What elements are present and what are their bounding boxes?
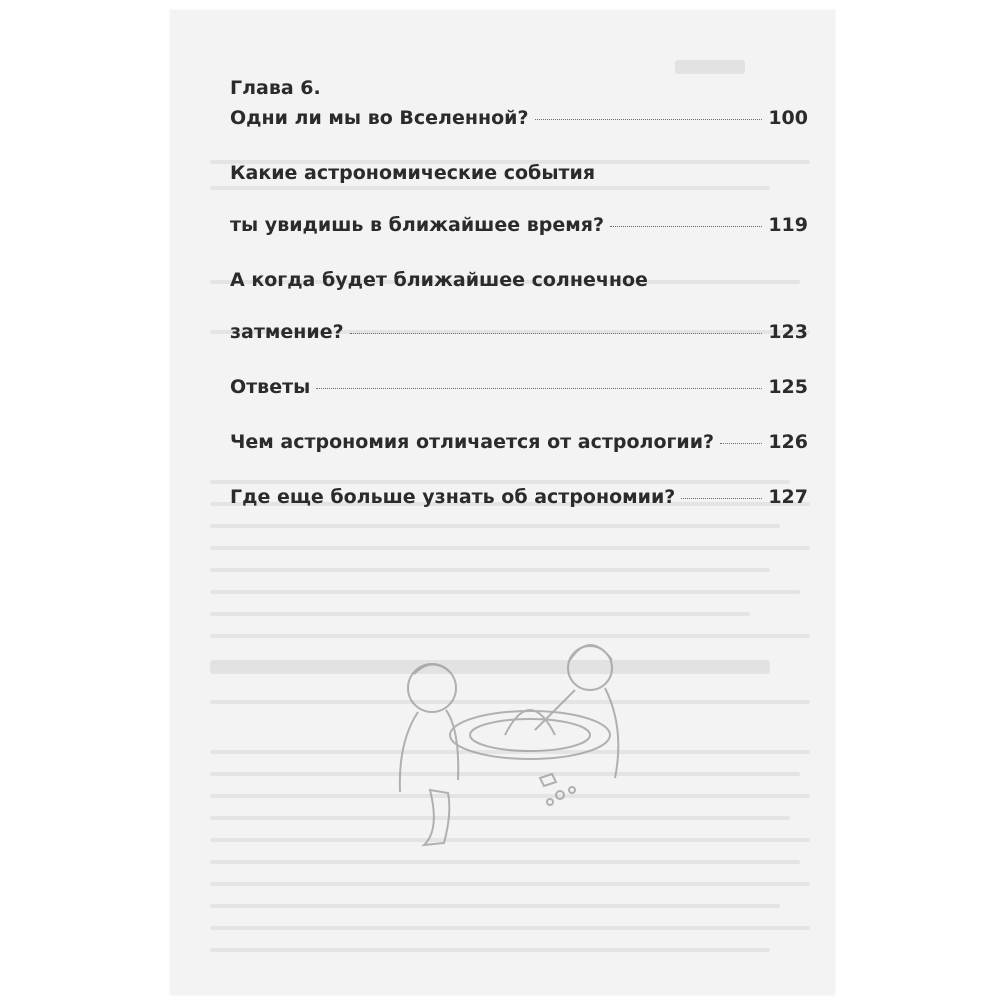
toc-entry[interactable] bbox=[230, 427, 808, 457]
toc-entry-page: 119 bbox=[768, 214, 808, 236]
toc-entry-title-line1: Какие астрономические события bbox=[230, 162, 596, 184]
dot-leader bbox=[681, 498, 762, 499]
toc-entry[interactable] bbox=[230, 103, 808, 133]
dot-leader bbox=[350, 333, 763, 334]
toc-entry-title: Одни ли мы во Вселенной? bbox=[230, 107, 529, 129]
toc-entry[interactable] bbox=[230, 372, 808, 402]
chapter-label: Глава 6. bbox=[230, 77, 321, 99]
dot-leader bbox=[535, 119, 763, 120]
toc-entry-title-line2: ты увидишь в ближайшее время? bbox=[230, 214, 604, 236]
toc-entry-title: Ответы bbox=[230, 376, 311, 398]
toc-entry-page: 126 bbox=[768, 431, 808, 453]
toc-entry[interactable] bbox=[230, 265, 808, 347]
table-of-contents bbox=[230, 65, 808, 537]
toc-entry-page: 100 bbox=[768, 107, 808, 129]
toc-entry[interactable] bbox=[230, 482, 808, 512]
toc-entry[interactable] bbox=[230, 158, 808, 240]
toc-entry-page: 127 bbox=[768, 486, 808, 508]
toc-entry-title: Чем астрономия отличается от астрологии? bbox=[230, 431, 715, 453]
book-page bbox=[170, 10, 835, 995]
dot-leader bbox=[316, 388, 762, 389]
toc-entry-title-line1: А когда будет ближайшее солнечное bbox=[230, 269, 648, 291]
dot-leader bbox=[720, 443, 762, 444]
toc-entry-page: 123 bbox=[768, 321, 808, 343]
child-and-woman-with-cake-illustration bbox=[390, 640, 630, 850]
dot-leader bbox=[610, 226, 762, 227]
toc-entry-title-line2: затмение? bbox=[230, 321, 344, 343]
toc-entry-title: Где еще больше узнать об астрономии? bbox=[230, 486, 676, 508]
toc-entry-page: 125 bbox=[768, 376, 808, 398]
